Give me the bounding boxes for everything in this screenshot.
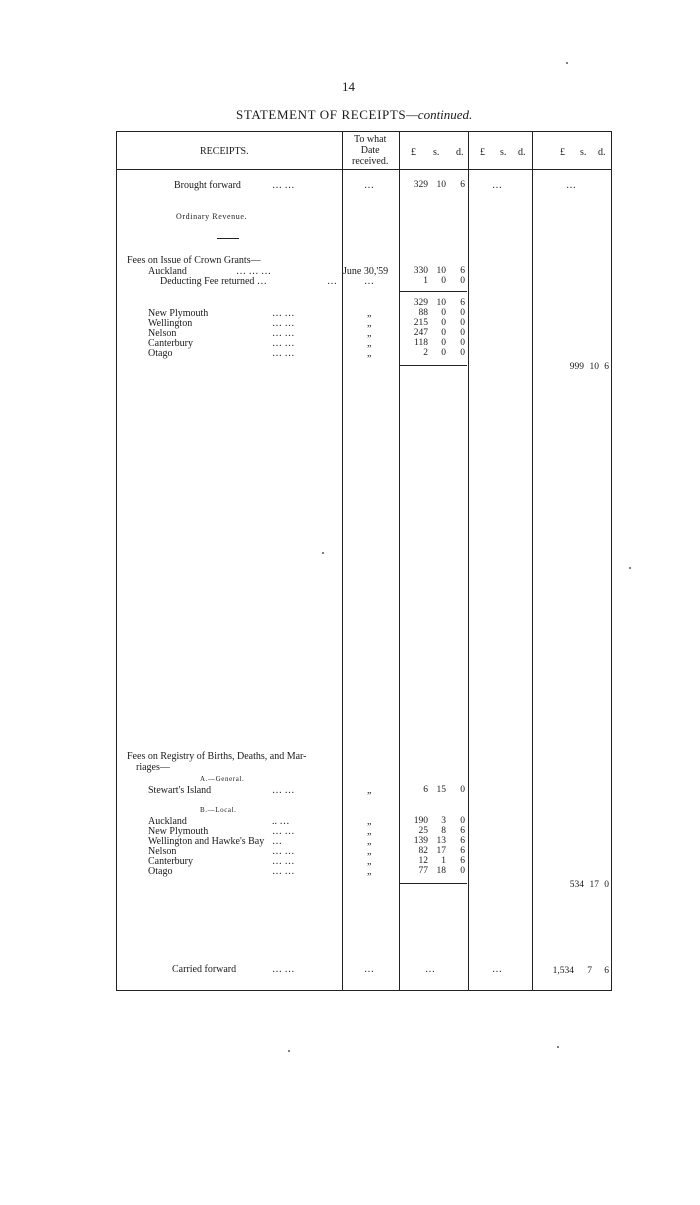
reg-stewart-pounds: 6 — [423, 785, 428, 795]
cg-subtotal-rule — [400, 291, 467, 292]
reg-stewart-date: „ — [367, 785, 372, 796]
cg-row-pence: 0 — [460, 348, 465, 358]
reg-row-label: Nelson — [148, 846, 177, 857]
reg-row-pounds: 12 — [418, 856, 428, 866]
reg-stewart-shillings: 15 — [436, 785, 446, 795]
cg-row-label: New Plymouth — [148, 308, 209, 319]
col-divider-col1 — [399, 131, 400, 991]
scan-speck — [557, 1046, 559, 1048]
cg-row-pence: 0 — [460, 328, 465, 338]
cg-subtotal-pence: 6 — [460, 298, 465, 308]
cg-deducting-pence: 0 — [460, 276, 465, 286]
registry-general-heading: A.—General. — [200, 775, 245, 783]
reg-row-pence: 0 — [460, 866, 465, 876]
carried-forward-label: Carried forward — [172, 964, 237, 975]
reg-stewart-pence: 0 — [460, 785, 465, 795]
col-divider-date — [342, 131, 343, 991]
cg-auckland-label: Auckland — [148, 266, 187, 277]
cg-total-pounds: 999 — [569, 362, 584, 372]
cg-deducting-pounds: 1 — [423, 276, 428, 286]
reg-row-shillings: 13 — [436, 836, 446, 846]
reg-row-dots: … … — [272, 866, 295, 877]
table-left-border — [116, 131, 117, 991]
bf-col3: … — [566, 180, 576, 191]
bf-pounds: 329 — [413, 180, 428, 190]
title-main: STATEMENT OF RECEIPTS — [236, 107, 407, 122]
cg-row-shillings: 0 — [441, 308, 446, 318]
reg-row-dots: … — [272, 836, 282, 847]
reg-row-label: Auckland — [148, 816, 187, 827]
reg-row-date: „ — [367, 866, 372, 877]
cg-total-pence: 6 — [604, 362, 609, 372]
cg-auckland-pence: 6 — [460, 266, 465, 276]
cg-row-label: Canterbury — [148, 338, 193, 349]
bf-pence: 6 — [460, 180, 465, 190]
col-divider-col2 — [468, 131, 469, 991]
cg-row-label: Nelson — [148, 328, 177, 339]
reg-row-pounds: 139 — [413, 836, 428, 846]
reg-row-pence: 6 — [460, 826, 465, 836]
cg-auckland-shillings: 10 — [436, 266, 446, 276]
cg-deducting-dots: … — [327, 276, 337, 287]
reg-row-date: „ — [367, 846, 372, 857]
registry-local-heading: B.—Local. — [200, 806, 237, 814]
cg-row-dots: … … — [272, 348, 295, 359]
reg-row-label: Canterbury — [148, 856, 193, 867]
cg-row-dots: … … — [272, 308, 295, 319]
brought-forward-dots: … … — [272, 180, 295, 191]
cg-total-shillings: 10 — [589, 362, 599, 372]
cg-row-date: „ — [367, 348, 372, 359]
reg-row-dots: … … — [272, 826, 295, 837]
reg-total-pounds: 534 — [569, 880, 584, 890]
reg-row-label: New Plymouth — [148, 826, 209, 837]
ordinary-revenue-heading: Ordinary Revenue. — [176, 212, 248, 221]
registry-heading-line2: riages— — [136, 762, 170, 773]
reg-row-dots: … … — [272, 856, 295, 867]
cg-auckland-pounds: 330 — [413, 266, 428, 276]
section-short-rule — [217, 238, 239, 239]
reg-total-pence: 0 — [604, 880, 609, 890]
title-continued: —continued. — [406, 107, 473, 122]
col-divider-col3 — [532, 131, 533, 991]
cg-row-dots: … … — [272, 328, 295, 339]
cf-pounds: 1,534 — [552, 966, 574, 976]
cg-deducting-shillings: 0 — [441, 276, 446, 286]
table-bottom-rule — [116, 990, 612, 991]
header-date: To what Date received. — [352, 134, 389, 167]
cg-total-rule — [400, 365, 467, 366]
cg-row-pounds: 247 — [413, 328, 428, 338]
reg-row-date: „ — [367, 826, 372, 837]
carried-forward-dots: … … — [272, 964, 295, 975]
cf-col1: … — [425, 964, 435, 975]
scan-speck — [566, 62, 568, 64]
cg-row-pence: 0 — [460, 338, 465, 348]
reg-row-dots: … … — [272, 846, 295, 857]
reg-stewart-dots: … … — [272, 785, 295, 796]
reg-row-label: Otago — [148, 866, 173, 877]
cg-row-label: Otago — [148, 348, 173, 359]
table-top-rule — [116, 131, 612, 132]
reg-row-date: „ — [367, 856, 372, 867]
brought-forward-label: Brought forward — [174, 180, 241, 191]
reg-row-pounds: 25 — [418, 826, 428, 836]
table-right-border — [611, 131, 612, 991]
scan-speck — [322, 552, 324, 554]
reg-row-pounds: 190 — [413, 816, 428, 826]
reg-row-pence: 6 — [460, 836, 465, 846]
reg-row-shillings: 3 — [441, 816, 446, 826]
cg-row-shillings: 0 — [441, 318, 446, 328]
page-number: 14 — [342, 79, 355, 94]
carried-forward-date: … — [364, 964, 374, 975]
cg-deducting-label: Deducting Fee returned … — [160, 276, 267, 287]
cg-row-date: „ — [367, 328, 372, 339]
reg-row-label: Wellington and Hawke's Bay — [148, 836, 265, 847]
reg-row-date: „ — [367, 816, 372, 827]
header-receipts: RECEIPTS. — [200, 146, 249, 157]
cf-col2: … — [492, 964, 502, 975]
brought-forward-date: … — [364, 180, 374, 191]
cg-row-pounds: 215 — [413, 318, 428, 328]
cf-pence: 6 — [604, 966, 609, 976]
cg-auckland-date: June 30,'59 — [343, 266, 389, 277]
cg-row-label: Wellington — [148, 318, 193, 329]
cg-row-shillings: 0 — [441, 328, 446, 338]
cg-auckland-dots: … … … — [236, 266, 271, 277]
reg-row-date: „ — [367, 836, 372, 847]
cg-subtotal-pounds: 329 — [413, 298, 428, 308]
bf-col2: … — [492, 180, 502, 191]
cg-subtotal-shillings: 10 — [436, 298, 446, 308]
reg-row-pounds: 82 — [418, 846, 428, 856]
cg-row-date: „ — [367, 318, 372, 329]
cg-row-shillings: 0 — [441, 338, 446, 348]
reg-row-shillings: 17 — [436, 846, 446, 856]
cg-row-pence: 0 — [460, 318, 465, 328]
reg-row-pence: 0 — [460, 816, 465, 826]
reg-row-dots: .. … — [272, 816, 290, 827]
reg-row-shillings: 18 — [436, 866, 446, 876]
reg-row-pounds: 77 — [418, 866, 428, 876]
cg-row-shillings: 0 — [441, 348, 446, 358]
cg-row-pounds: 2 — [423, 348, 428, 358]
bf-shillings: 10 — [436, 180, 446, 190]
cg-row-date: „ — [367, 308, 372, 319]
cg-row-pence: 0 — [460, 308, 465, 318]
scan-speck — [629, 567, 631, 569]
cg-deducting-date: … — [364, 276, 374, 287]
reg-stewart-label: Stewart's Island — [148, 785, 212, 796]
scan-speck — [288, 1050, 290, 1052]
cg-row-pounds: 118 — [414, 338, 428, 348]
cg-row-pounds: 88 — [418, 308, 428, 318]
reg-total-rule — [400, 883, 467, 884]
registry-heading-line1: Fees on Registry of Births, Deaths, and Mar- — [127, 751, 307, 762]
header-rule — [116, 169, 612, 170]
cg-row-dots: … … — [272, 338, 295, 349]
page-title — [236, 107, 472, 123]
crown-grants-heading: Fees on Issue of Crown Grants— — [127, 255, 261, 266]
reg-row-pence: 6 — [460, 856, 465, 866]
cf-shillings: 7 — [587, 966, 592, 976]
cg-row-date: „ — [367, 338, 372, 349]
reg-row-shillings: 8 — [441, 826, 446, 836]
cg-row-dots: … … — [272, 318, 295, 329]
reg-total-shillings: 17 — [589, 880, 599, 890]
reg-row-shillings: 1 — [441, 856, 446, 866]
reg-row-pence: 6 — [460, 846, 465, 856]
